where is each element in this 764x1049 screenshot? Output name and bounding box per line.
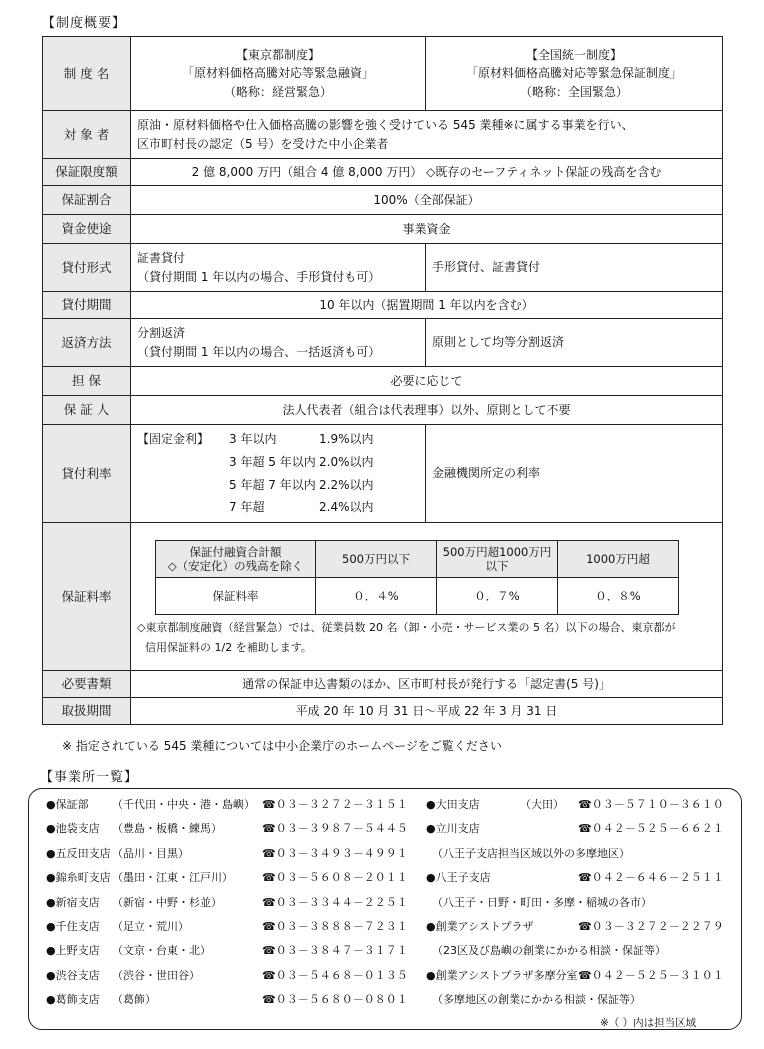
- office-tel[interactable]: ☎０４２－５２５－６６２１: [578, 822, 724, 836]
- rate-term: 7 年超: [229, 500, 265, 515]
- offices-title: 【事業所一覧】: [40, 770, 139, 785]
- office-area: （品川・目黒）: [112, 846, 189, 860]
- row-handling: [43, 698, 723, 725]
- office-name: ●創業アシストプラザ多摩分室: [426, 968, 578, 982]
- limit-value: 2 億 8,000 万円（組合 4 億 8,000 万円） ◇既存のセーフティネット保証の残高を含む: [131, 159, 723, 186]
- office-tel[interactable]: ☎０４２－５２５－３１０１: [578, 968, 724, 982]
- ratio-value: 100%（全部保証）: [131, 186, 723, 215]
- loan-form-tokyo-1: 証書貸付: [137, 250, 186, 265]
- label-fee: 保証料率: [43, 523, 131, 671]
- label-limit: 保証限度額: [43, 159, 131, 186]
- fee-value: [131, 523, 723, 671]
- row-target: [43, 111, 723, 159]
- fee-rate-row: [156, 578, 679, 615]
- repay-tokyo-1: 分割返済: [137, 325, 186, 340]
- fee-note-line-2: 信用保証料の 1/2 を補助します。: [145, 641, 312, 654]
- office-area: （新宿・中野・杉並）: [112, 895, 222, 909]
- label-ratio: 保証割合: [43, 186, 131, 215]
- tokyo-system-abbr: （略称：経営緊急）: [223, 84, 332, 99]
- overview-table: [42, 36, 723, 725]
- office-area: （八王子支店担当区域以外の多摩地区）: [432, 846, 630, 860]
- guarantor-value: 法人代表者（組合は代表理事）以外、原則として不要: [131, 396, 723, 425]
- office-tel[interactable]: ☎０３－３２７２－２２７９: [578, 920, 724, 933]
- row-guarantor: [43, 396, 723, 425]
- office-area: （多摩地区の創業にかかる相談・保証等）: [432, 993, 641, 1007]
- rate-value: 2.4%以内: [319, 500, 374, 515]
- national-system-title: 【全国統一制度】: [525, 47, 622, 62]
- fee-rate-label: 保証料率: [156, 578, 316, 615]
- label-period: 貸付期間: [43, 292, 131, 319]
- row-period: [43, 292, 723, 319]
- office-tel[interactable]: ☎０３－３２７２－３１５１: [262, 798, 408, 811]
- office-name: ●創業アシストプラザ: [426, 920, 534, 933]
- repay-tokyo-2: （貸付期間 1 年以内の場合、一括返済も可）: [137, 344, 381, 359]
- label-docs: 必要書類: [43, 671, 131, 698]
- row-system-name: [43, 37, 723, 111]
- office-area: （豊島・板橋・練馬）: [112, 822, 222, 836]
- row-collateral: [43, 367, 723, 396]
- rate-term: 3 年以内: [229, 431, 277, 446]
- repay-tokyo: [131, 319, 426, 367]
- docs-value: 通常の保証申込書類のほか、区市町村長が発行する「認定書(5 号)」: [131, 671, 723, 698]
- target-line-2: 区市町村長の認定（5 号）を受けた中小企業者: [137, 136, 389, 151]
- office-tel[interactable]: ☎０３－３９８７－５４４５: [262, 822, 408, 836]
- office-tel[interactable]: ☎０３－５４６８－０１３５: [262, 968, 408, 982]
- office-area: （千代田・中央・港・島嶼）: [112, 798, 255, 811]
- fee-rate-value: ０．４%: [316, 578, 437, 615]
- range-note: ※（ ）内は担当区域: [600, 1017, 697, 1029]
- rate-term: 5 年超 7 年以内: [229, 477, 316, 492]
- row-ratio: [43, 186, 723, 215]
- office-name: ●錦糸町支店: [46, 871, 111, 885]
- fee-head-row: [156, 541, 679, 578]
- row-docs: [43, 671, 723, 698]
- office-name: ●八王子支店: [426, 871, 491, 885]
- rate-national: 金融機関所定の利率: [426, 425, 723, 523]
- tokyo-system-name: 「原材料価格高騰対応等緊急融資」: [181, 66, 374, 81]
- office-name: ●新宿支店: [46, 895, 100, 909]
- office-name: ●葛飾支店: [46, 993, 100, 1007]
- loan-form-national: 手形貸付、証書貸付: [426, 244, 723, 292]
- national-system-abbr: （略称：全国緊急）: [519, 84, 628, 99]
- loan-form-tokyo-2: （貸付期間 1 年以内の場合、手形貸付も可）: [137, 269, 381, 284]
- rate-value: 1.9%以内: [319, 431, 374, 446]
- fee-note-line-1: ◇東京都制度融資（経営緊急）では、従業員数 20 名（卸・小売・サービス業の 5 名）以下の場合、東京都が: [137, 621, 676, 635]
- office-name: ●立川支店: [426, 822, 480, 836]
- office-tel[interactable]: ☎０３－３８４７－３１７１: [262, 944, 408, 958]
- rate-value: 2.2%以内: [319, 477, 374, 492]
- fee-table: [155, 540, 679, 615]
- office-tel[interactable]: ☎０３－５６８０－０８０１: [262, 993, 408, 1007]
- row-fee: [43, 523, 723, 671]
- label-rate: 貸付利率: [43, 425, 131, 523]
- office-area: （大田）: [520, 798, 564, 811]
- office-name: ●保証部: [46, 798, 89, 811]
- use-value: 事業資金: [131, 215, 723, 244]
- overview-title: 【制度概要】: [42, 16, 127, 31]
- rate-value: 2.0%以内: [319, 454, 374, 469]
- office-name: ●上野支店: [46, 944, 100, 958]
- collateral-value: 必要に応じて: [131, 367, 723, 396]
- office-area: （渋谷・世田谷）: [112, 968, 200, 982]
- rate-term: 3 年超 5 年以内: [229, 454, 316, 469]
- label-guarantor: 保 証 人: [43, 396, 131, 425]
- label-repay: 返済方法: [43, 319, 131, 367]
- loan-form-tokyo: [131, 244, 426, 292]
- fee-rate-value: ０．７%: [437, 578, 558, 615]
- fee-head-band: 1000万円超: [558, 541, 679, 578]
- tokyo-system-title: 【東京都制度】: [235, 47, 320, 62]
- label-loan-form: 貸付形式: [43, 244, 131, 292]
- office-area: （文京・台東・北）: [112, 944, 211, 958]
- office-name: ●千住支店: [46, 920, 100, 933]
- fee-rate-value: ０．８%: [558, 578, 679, 615]
- office-tel[interactable]: ☎０３－３４９３－４９９１: [262, 846, 408, 860]
- office-tel[interactable]: ☎０３－３３４４－２２５１: [262, 895, 408, 909]
- row-loan-form: [43, 244, 723, 292]
- office-tel[interactable]: ☎０４２－６４６－２５１１: [578, 871, 724, 885]
- fee-head-band: 500万円超1000万円以下: [437, 541, 558, 578]
- office-name: ●渋谷支店: [46, 968, 100, 982]
- office-name: ●五反田支店: [46, 846, 111, 860]
- office-area: （葛飾）: [112, 993, 156, 1007]
- national-system: [426, 37, 723, 111]
- row-limit: [43, 159, 723, 186]
- rate-tokyo: [131, 425, 426, 523]
- target-line-1: 原油・原材料価格や仕入価格高騰の影響を強く受けている 545 業種※に属する事業を行い、: [137, 117, 634, 132]
- label-use: 資金使途: [43, 215, 131, 244]
- national-system-name: 「原材料価格高騰対応等緊急保証制度」: [465, 66, 682, 81]
- footnote: ※ 指定されている 545 業種については中小企業庁のホームページをご覧ください: [62, 739, 502, 753]
- label-handling: 取扱期間: [43, 698, 131, 725]
- label-collateral: 担 保: [43, 367, 131, 396]
- office-name: ●池袋支店: [46, 822, 100, 836]
- repay-national: 原則として均等分割返済: [426, 319, 723, 367]
- office-area: （23区及び島嶼の創業にかかる相談・保証等）: [432, 944, 666, 958]
- row-repay: [43, 319, 723, 367]
- office-area: （八王子・日野・町田・多摩・稲城の各市）: [432, 895, 652, 909]
- fixed-rate-title: 【固定金利】: [137, 431, 210, 446]
- period-value: 10 年以内（据置期間 1 年以内を含む）: [131, 292, 723, 319]
- office-area: （墨田・江東・江戸川）: [112, 871, 233, 885]
- fee-head-band: 500万円以下: [316, 541, 437, 578]
- label-system-name: 制 度 名: [43, 37, 131, 111]
- target-value: [131, 111, 723, 159]
- row-use: [43, 215, 723, 244]
- office-tel[interactable]: ☎０３－３８８８－７２３１: [262, 920, 408, 933]
- handling-value: 平成 20 年 10 月 31 日～平成 22 年 3 月 31 日: [131, 698, 723, 725]
- office-tel[interactable]: ☎０３－５７１０－３６１０: [578, 798, 724, 811]
- tokyo-system: [131, 37, 426, 111]
- office-area: （足立・荒川）: [112, 920, 189, 933]
- office-name: ●大田支店: [426, 798, 480, 811]
- label-target: 対 象 者: [43, 111, 131, 159]
- office-tel[interactable]: ☎０３－５６０８－２０１１: [262, 871, 408, 885]
- row-rate: [43, 425, 723, 523]
- fee-head-amount: 保証付融資合計額 ◇（安定化）の残高を除く: [156, 541, 316, 578]
